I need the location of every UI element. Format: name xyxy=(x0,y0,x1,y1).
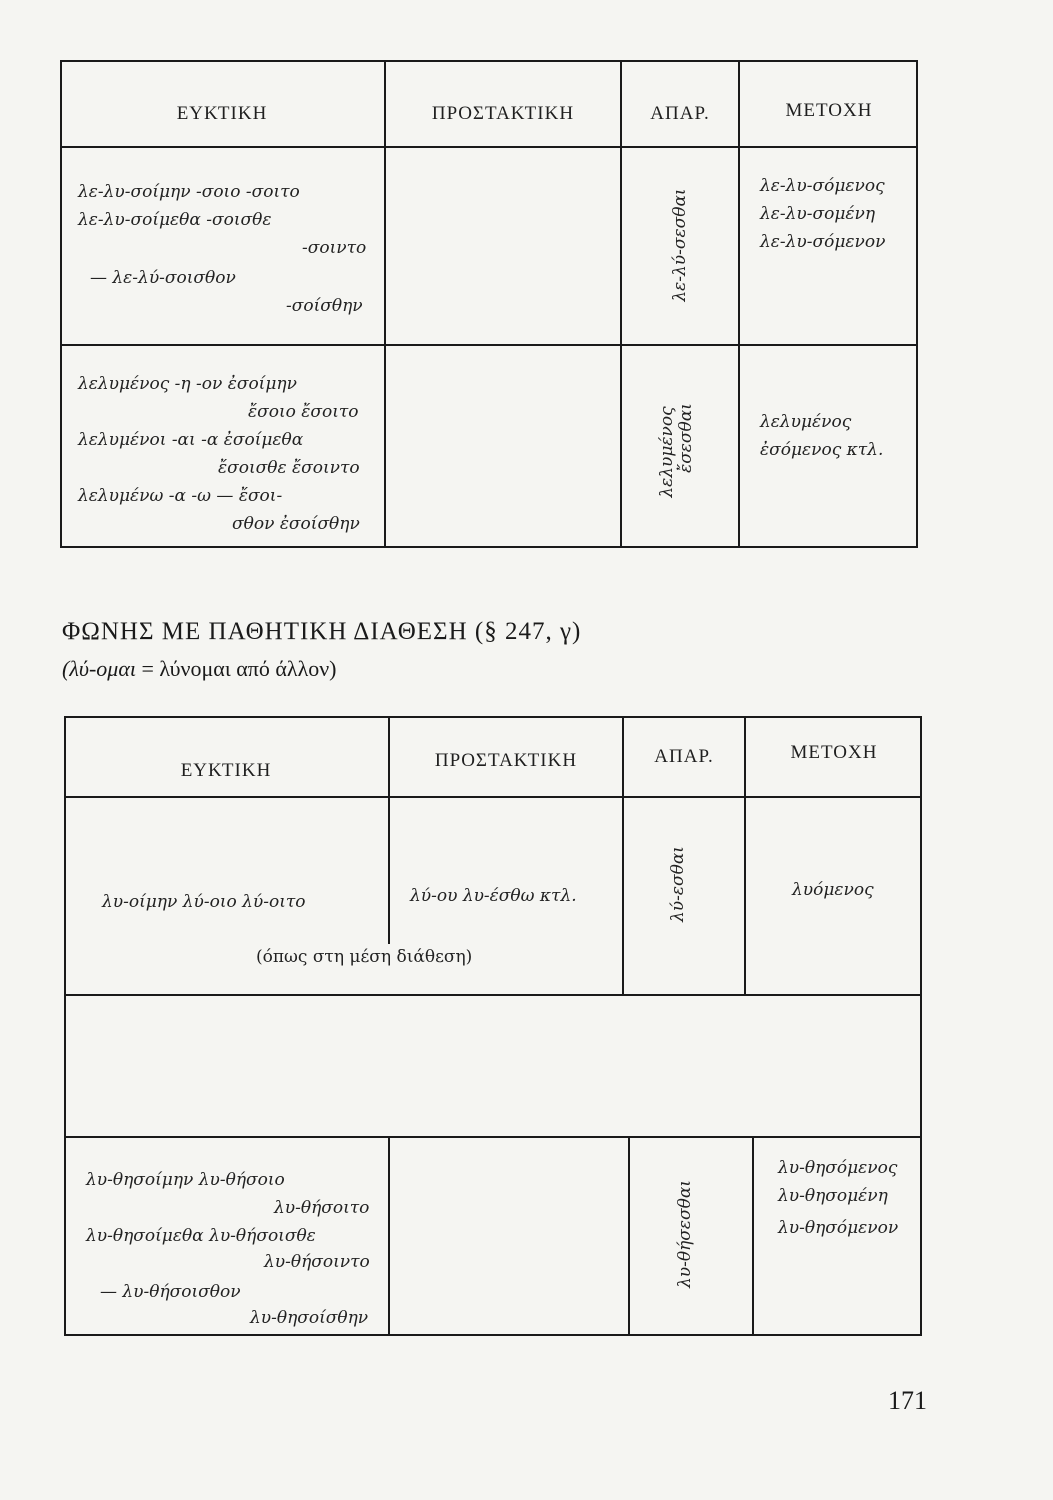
t2r3-euktiki-line-5: — λυ-θήσοισθον xyxy=(100,1282,241,1302)
t1r1-metoxi-line-3: λε-λυ-σόμενον xyxy=(760,232,886,252)
t1r2-euktiki-line-4: ἔσοισθε ἔσοιντο xyxy=(218,458,360,478)
table1-header-prostaktiki: ΠΡΟΣΤΑΚΤΙΚΗ xyxy=(431,103,575,124)
t2r1-note: (όπως στη μέση διάθεση) xyxy=(256,947,473,967)
section-subtitle-rest: = λύνομαι από άλλον) xyxy=(135,656,337,681)
table2-row2-divider xyxy=(64,1136,922,1138)
t1r1-euktiki-line-1: λε-λυ-σοίμην -σοιο -σοιτο xyxy=(78,182,300,202)
t2r3-metoxi-line-2: λυ-θησομένη xyxy=(778,1186,888,1206)
t1r2-apar-line-1: λελυμένος xyxy=(657,406,677,498)
t1r2-euktiki-line-3: λελυμένοι -αι -α ἐσοίμεθα xyxy=(78,430,304,450)
table1-col-divider-2 xyxy=(620,60,622,548)
t1r1-metoxi-line-1: λε-λυ-σόμενος xyxy=(760,176,885,196)
table1-row-divider xyxy=(60,344,918,346)
table1-header-apar: ΑΠΑΡ. xyxy=(650,103,710,124)
table1-col-divider-1 xyxy=(384,60,386,548)
table2-col-divider-1-bottom xyxy=(388,1136,390,1336)
t1r2-apar-line-2: ἔσεσθαι xyxy=(676,403,696,473)
table1-header-metoxi: ΜΕΤΟΧΗ xyxy=(785,100,873,121)
table2-header-metoxi: ΜΕΤΟΧΗ xyxy=(790,742,878,763)
section-subtitle-italic: (λύ-ομαι xyxy=(62,656,136,681)
section-subtitle xyxy=(62,656,337,682)
t1r2-metoxi-line-1: λελυμένος xyxy=(760,412,852,432)
t1r1-euktiki-line-4: — λε-λύ-σοισθον xyxy=(90,268,236,288)
table1-col-divider-3 xyxy=(738,60,740,548)
table2-row1-divider xyxy=(64,994,922,996)
table2-header-prostaktiki: ΠΡΟΣΤΑΚΤΙΚΗ xyxy=(434,750,578,771)
t2r1-euktiki: λυ-οίμην λύ-οιο λύ-οιτο xyxy=(102,892,306,912)
t1r2-euktiki-line-6: σθον ἐσοίσθην xyxy=(232,514,360,534)
t1r2-euktiki-line-5: λελυμένω -α -ω — ἔσοι- xyxy=(78,486,283,506)
table2-header-apar: ΑΠΑΡ. xyxy=(654,746,714,767)
table2-col-divider-3-bottom xyxy=(752,1136,754,1336)
t1r1-euktiki-line-2: λε-λυ-σοίμεθα -σοισθε xyxy=(78,210,272,230)
table1-header-euktiki: ΕΥΚΤΙΚΗ xyxy=(176,103,268,124)
conjugation-table-middle xyxy=(60,60,918,548)
t2r3-apar: λυ-θήσεσθαι xyxy=(675,1180,695,1288)
t1r2-euktiki-line-1: λελυμένος -η -ον ἐσοίμην xyxy=(78,374,297,394)
table2-header-euktiki: ΕΥΚΤΙΚΗ xyxy=(180,760,272,781)
t2r3-euktiki-line-6: λυ-θησοίσθην xyxy=(250,1308,369,1328)
t2r3-metoxi-line-1: λυ-θησόμενος xyxy=(778,1158,898,1178)
t1r2-euktiki-line-2: ἔσοιο ἔσοιτο xyxy=(248,402,359,422)
t2r3-euktiki-line-3: λυ-θησοίμεθα λυ-θήσοισθε xyxy=(86,1226,316,1246)
t1r1-metoxi-line-2: λε-λυ-σομένη xyxy=(760,204,876,224)
t2r3-euktiki-line-1: λυ-θησοίμην λυ-θήσοιο xyxy=(86,1170,285,1190)
t2r3-metoxi-line-3: λυ-θησόμενον xyxy=(778,1218,899,1238)
t2r1-apar: λύ-εσθαι xyxy=(668,846,688,922)
page-number: 171 xyxy=(888,1386,927,1415)
table2-header-divider xyxy=(64,796,922,798)
t2r1-metoxi: λυόμενος xyxy=(792,880,874,900)
t2r1-prostaktiki: λύ-ου λυ-έσθω κτλ. xyxy=(410,886,577,906)
t1r2-metoxi-line-2: ἐσόμενος κτλ. xyxy=(760,440,884,460)
table1-header-divider xyxy=(60,146,918,148)
t1r1-apar: λε-λύ-σεσθαι xyxy=(670,188,690,302)
t1r1-euktiki-line-3: -σοιντο xyxy=(302,238,367,258)
table2-col-divider-2-bottom xyxy=(628,1136,630,1336)
t2r3-euktiki-line-4: λυ-θήσοιντο xyxy=(264,1252,370,1272)
t1r1-euktiki-line-5: -σοίσθην xyxy=(286,296,363,316)
section-title: ΦΩΝΗΣ ΜΕ ΠΑΘΗΤΙΚΗ ΔΙΑΘΕΣΗ (§ 247, γ) xyxy=(62,618,582,645)
t2r3-euktiki-line-2: λυ-θήσοιτο xyxy=(274,1198,370,1218)
